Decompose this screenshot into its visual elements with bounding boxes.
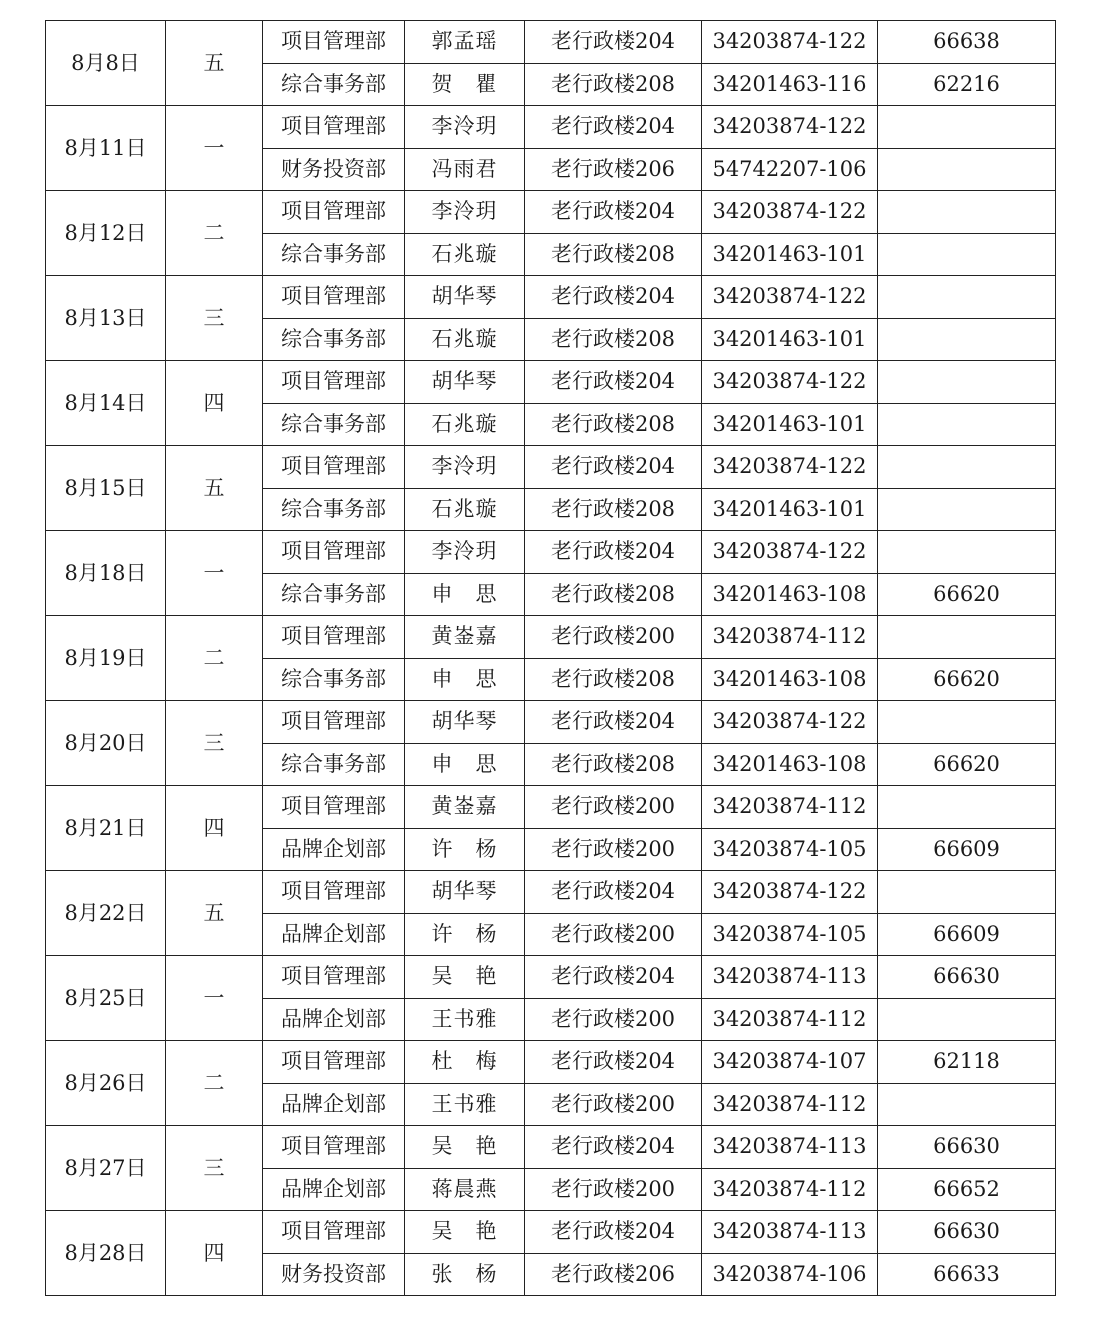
office-room-cell: 老行政楼204 [525, 446, 702, 489]
department-cell: 项目管理部 [263, 191, 405, 234]
phone-cell: 34203874-122 [702, 446, 878, 489]
weekday-cell: 一 [166, 956, 263, 1041]
extension-cell: 66630 [878, 956, 1056, 999]
table-row [46, 446, 1056, 489]
department-cell: 项目管理部 [263, 1041, 405, 1084]
department-cell: 项目管理部 [263, 1126, 405, 1169]
extension-cell [878, 488, 1056, 531]
staff-name-cell: 胡华琴 [405, 276, 525, 319]
extension-cell: 66620 [878, 658, 1056, 701]
extension-cell: 66633 [878, 1253, 1056, 1296]
table-row [46, 106, 1056, 149]
office-room-cell: 老行政楼204 [525, 956, 702, 999]
department-cell: 项目管理部 [263, 786, 405, 829]
office-room-cell: 老行政楼208 [525, 658, 702, 701]
staff-name-cell: 胡华琴 [405, 871, 525, 914]
table-row [46, 1211, 1056, 1254]
phone-cell: 34203874-112 [702, 1083, 878, 1126]
office-room-cell: 老行政楼200 [525, 616, 702, 659]
table-row [46, 531, 1056, 574]
date-cell: 8月19日 [46, 616, 166, 701]
date-cell: 8月8日 [46, 21, 166, 106]
office-room-cell: 老行政楼204 [525, 106, 702, 149]
department-cell: 项目管理部 [263, 106, 405, 149]
department-cell: 综合事务部 [263, 403, 405, 446]
phone-cell: 34203874-122 [702, 361, 878, 404]
department-cell: 品牌企划部 [263, 1168, 405, 1211]
table-row [46, 701, 1056, 744]
office-room-cell: 老行政楼204 [525, 531, 702, 574]
extension-cell [878, 233, 1056, 276]
staff-name-cell: 申 思 [405, 658, 525, 701]
office-room-cell: 老行政楼204 [525, 191, 702, 234]
date-cell: 8月21日 [46, 786, 166, 871]
staff-name-cell: 申 思 [405, 743, 525, 786]
office-room-cell: 老行政楼204 [525, 361, 702, 404]
department-cell: 综合事务部 [263, 658, 405, 701]
department-cell: 品牌企划部 [263, 998, 405, 1041]
phone-cell: 34201463-101 [702, 488, 878, 531]
phone-cell: 34201463-108 [702, 658, 878, 701]
phone-cell: 34203874-122 [702, 531, 878, 574]
office-room-cell: 老行政楼208 [525, 63, 702, 106]
phone-cell: 34203874-105 [702, 828, 878, 871]
office-room-cell: 老行政楼208 [525, 403, 702, 446]
extension-cell: 66638 [878, 21, 1056, 64]
office-room-cell: 老行政楼204 [525, 871, 702, 914]
schedule-body [46, 21, 1056, 1296]
phone-cell: 34203874-122 [702, 191, 878, 234]
extension-cell [878, 531, 1056, 574]
extension-cell: 62216 [878, 63, 1056, 106]
weekday-cell: 四 [166, 1211, 263, 1296]
phone-cell: 34203874-112 [702, 998, 878, 1041]
staff-name-cell: 李泠玥 [405, 106, 525, 149]
weekday-cell: 二 [166, 616, 263, 701]
extension-cell [878, 871, 1056, 914]
office-room-cell: 老行政楼200 [525, 786, 702, 829]
office-room-cell: 老行政楼208 [525, 318, 702, 361]
extension-cell: 66609 [878, 913, 1056, 956]
extension-cell: 66652 [878, 1168, 1056, 1211]
office-room-cell: 老行政楼208 [525, 573, 702, 616]
phone-cell: 34203874-112 [702, 786, 878, 829]
phone-cell: 34203874-106 [702, 1253, 878, 1296]
office-room-cell: 老行政楼204 [525, 276, 702, 319]
staff-name-cell: 石兆璇 [405, 233, 525, 276]
table-row [46, 956, 1056, 999]
staff-name-cell: 蒋晨燕 [405, 1168, 525, 1211]
phone-cell: 34203874-105 [702, 913, 878, 956]
table-row [46, 361, 1056, 404]
department-cell: 综合事务部 [263, 573, 405, 616]
department-cell: 综合事务部 [263, 63, 405, 106]
table-row [46, 616, 1056, 659]
table-row [46, 21, 1056, 64]
extension-cell [878, 106, 1056, 149]
extension-cell [878, 616, 1056, 659]
staff-name-cell: 王书雅 [405, 998, 525, 1041]
extension-cell: 66609 [878, 828, 1056, 871]
office-room-cell: 老行政楼204 [525, 1041, 702, 1084]
staff-name-cell: 杜 梅 [405, 1041, 525, 1084]
weekday-cell: 二 [166, 191, 263, 276]
staff-name-cell: 李泠玥 [405, 191, 525, 234]
staff-name-cell: 申 思 [405, 573, 525, 616]
table-row [46, 276, 1056, 319]
department-cell: 综合事务部 [263, 743, 405, 786]
weekday-cell: 三 [166, 701, 263, 786]
department-cell: 项目管理部 [263, 616, 405, 659]
staff-name-cell: 郭孟瑶 [405, 21, 525, 64]
extension-cell [878, 1083, 1056, 1126]
phone-cell: 34201463-108 [702, 743, 878, 786]
phone-cell: 34201463-108 [702, 573, 878, 616]
extension-cell [878, 191, 1056, 234]
staff-name-cell: 李泠玥 [405, 531, 525, 574]
staff-name-cell: 石兆璇 [405, 403, 525, 446]
weekday-cell: 一 [166, 106, 263, 191]
date-cell: 8月18日 [46, 531, 166, 616]
staff-name-cell: 张 杨 [405, 1253, 525, 1296]
table-row [46, 191, 1056, 234]
department-cell: 项目管理部 [263, 701, 405, 744]
date-cell: 8月26日 [46, 1041, 166, 1126]
weekday-cell: 三 [166, 1126, 263, 1211]
table-row [46, 871, 1056, 914]
department-cell: 综合事务部 [263, 318, 405, 361]
phone-cell: 34203874-113 [702, 956, 878, 999]
department-cell: 品牌企划部 [263, 828, 405, 871]
extension-cell [878, 318, 1056, 361]
phone-cell: 34203874-122 [702, 276, 878, 319]
staff-name-cell: 许 杨 [405, 913, 525, 956]
duty-schedule-table [45, 20, 1056, 1296]
department-cell: 项目管理部 [263, 531, 405, 574]
weekday-cell: 一 [166, 531, 263, 616]
staff-name-cell: 吴 艳 [405, 956, 525, 999]
office-room-cell: 老行政楼206 [525, 148, 702, 191]
office-room-cell: 老行政楼208 [525, 233, 702, 276]
date-cell: 8月11日 [46, 106, 166, 191]
staff-name-cell: 黄崟嘉 [405, 786, 525, 829]
extension-cell [878, 701, 1056, 744]
department-cell: 项目管理部 [263, 276, 405, 319]
extension-cell: 66630 [878, 1211, 1056, 1254]
date-cell: 8月13日 [46, 276, 166, 361]
staff-name-cell: 石兆璇 [405, 488, 525, 531]
date-cell: 8月12日 [46, 191, 166, 276]
table-row [46, 786, 1056, 829]
department-cell: 项目管理部 [263, 956, 405, 999]
table-row [46, 1041, 1056, 1084]
staff-name-cell: 冯雨君 [405, 148, 525, 191]
department-cell: 项目管理部 [263, 21, 405, 64]
table-row [46, 1126, 1056, 1169]
office-room-cell: 老行政楼204 [525, 701, 702, 744]
date-cell: 8月22日 [46, 871, 166, 956]
department-cell: 项目管理部 [263, 1211, 405, 1254]
office-room-cell: 老行政楼208 [525, 488, 702, 531]
office-room-cell: 老行政楼200 [525, 828, 702, 871]
staff-name-cell: 石兆璇 [405, 318, 525, 361]
department-cell: 项目管理部 [263, 361, 405, 404]
phone-cell: 34201463-101 [702, 318, 878, 361]
department-cell: 品牌企划部 [263, 913, 405, 956]
department-cell: 财务投资部 [263, 1253, 405, 1296]
date-cell: 8月15日 [46, 446, 166, 531]
weekday-cell: 二 [166, 1041, 263, 1126]
staff-name-cell: 李泠玥 [405, 446, 525, 489]
extension-cell: 66620 [878, 743, 1056, 786]
extension-cell: 62118 [878, 1041, 1056, 1084]
office-room-cell: 老行政楼204 [525, 1211, 702, 1254]
date-cell: 8月28日 [46, 1211, 166, 1296]
office-room-cell: 老行政楼200 [525, 998, 702, 1041]
office-room-cell: 老行政楼200 [525, 1168, 702, 1211]
extension-cell: 66620 [878, 573, 1056, 616]
extension-cell [878, 361, 1056, 404]
phone-cell: 54742207-106 [702, 148, 878, 191]
extension-cell [878, 786, 1056, 829]
staff-name-cell: 吴 艳 [405, 1126, 525, 1169]
phone-cell: 34203874-122 [702, 106, 878, 149]
office-room-cell: 老行政楼206 [525, 1253, 702, 1296]
department-cell: 品牌企划部 [263, 1083, 405, 1126]
weekday-cell: 五 [166, 871, 263, 956]
office-room-cell: 老行政楼204 [525, 21, 702, 64]
weekday-cell: 四 [166, 361, 263, 446]
office-room-cell: 老行政楼200 [525, 1083, 702, 1126]
phone-cell: 34203874-113 [702, 1126, 878, 1169]
weekday-cell: 四 [166, 786, 263, 871]
extension-cell: 66630 [878, 1126, 1056, 1169]
phone-cell: 34203874-112 [702, 616, 878, 659]
staff-name-cell: 王书雅 [405, 1083, 525, 1126]
extension-cell [878, 403, 1056, 446]
weekday-cell: 五 [166, 446, 263, 531]
extension-cell [878, 148, 1056, 191]
phone-cell: 34203874-113 [702, 1211, 878, 1254]
office-room-cell: 老行政楼200 [525, 913, 702, 956]
department-cell: 综合事务部 [263, 233, 405, 276]
weekday-cell: 三 [166, 276, 263, 361]
phone-cell: 34201463-116 [702, 63, 878, 106]
extension-cell [878, 446, 1056, 489]
department-cell: 综合事务部 [263, 488, 405, 531]
phone-cell: 34203874-107 [702, 1041, 878, 1084]
office-room-cell: 老行政楼208 [525, 743, 702, 786]
staff-name-cell: 黄崟嘉 [405, 616, 525, 659]
phone-cell: 34203874-122 [702, 21, 878, 64]
department-cell: 项目管理部 [263, 871, 405, 914]
phone-cell: 34203874-122 [702, 701, 878, 744]
staff-name-cell: 贺 瞿 [405, 63, 525, 106]
staff-name-cell: 许 杨 [405, 828, 525, 871]
weekday-cell: 五 [166, 21, 263, 106]
date-cell: 8月27日 [46, 1126, 166, 1211]
phone-cell: 34203874-112 [702, 1168, 878, 1211]
date-cell: 8月20日 [46, 701, 166, 786]
department-cell: 项目管理部 [263, 446, 405, 489]
phone-cell: 34203874-122 [702, 871, 878, 914]
staff-name-cell: 胡华琴 [405, 701, 525, 744]
staff-name-cell: 吴 艳 [405, 1211, 525, 1254]
extension-cell [878, 998, 1056, 1041]
extension-cell [878, 276, 1056, 319]
department-cell: 财务投资部 [263, 148, 405, 191]
phone-cell: 34201463-101 [702, 233, 878, 276]
staff-name-cell: 胡华琴 [405, 361, 525, 404]
date-cell: 8月25日 [46, 956, 166, 1041]
date-cell: 8月14日 [46, 361, 166, 446]
phone-cell: 34201463-101 [702, 403, 878, 446]
office-room-cell: 老行政楼204 [525, 1126, 702, 1169]
